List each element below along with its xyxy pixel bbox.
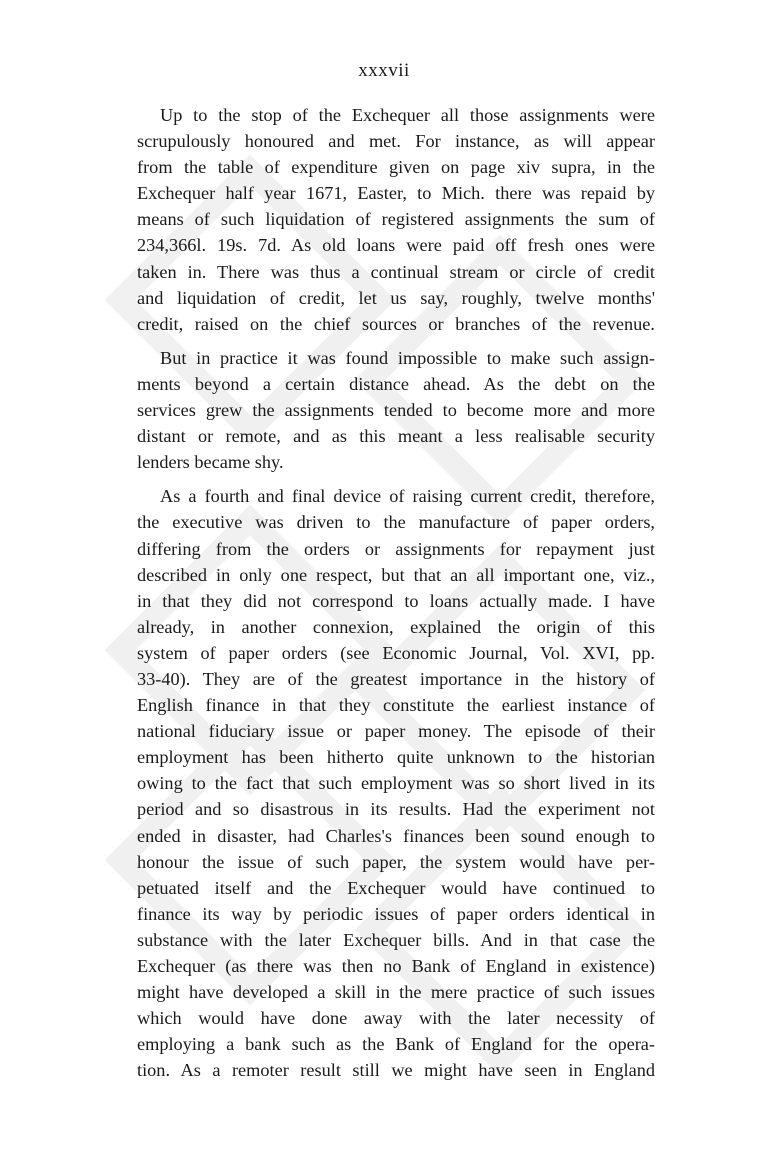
text-line: employment has been hitherto quite unknown to the historian	[137, 747, 655, 768]
text-line: Exchequer (as there was then no Bank of England in existence)	[137, 956, 655, 976]
text-line: described in only one respect, but that an all important one, viz.,	[137, 564, 655, 585]
text-line: lenders became shy.	[137, 452, 284, 473]
text-line: finance its way by periodic issues of paper orders identical in	[137, 903, 655, 924]
text-line: English finance in that they constitute the earliest instance of	[137, 695, 655, 716]
text-line: Exchequer half year 1671, Easter, to Mich. there was repaid by	[137, 183, 655, 204]
text-line: period and so disastrous in its results. Had the experiment not	[137, 799, 655, 820]
text-line: distant or remote, and as this meant a less realisable security	[137, 426, 655, 447]
text-line: petuated itself and the Exchequer would have continued to	[137, 877, 655, 898]
text-line: services grew the assignments tended to become more and more	[137, 400, 655, 421]
text-line: means of such liquidation of registered assignments the sum of	[137, 209, 655, 230]
text-line: substance with the later Exchequer bills. And in that case the	[137, 929, 655, 950]
page-number: xxxvii	[358, 60, 410, 81]
text-line: owing to the fact that such employment was so short lived in its	[137, 773, 655, 794]
text-line: scrupulously honoured and met. For instance, as will appear	[137, 131, 655, 152]
text-line: ended in disaster, had Charles's finances been sound enough to	[137, 825, 655, 846]
text-line: might have developed a skill in the mere practice of such issues	[137, 982, 655, 1003]
text-line: ments beyond a certain distance ahead. As the debt on the	[137, 373, 655, 394]
paragraph-3	[114, 483, 655, 1083]
text-line: which would have done away with the later necessity of	[137, 1008, 655, 1029]
body-text	[114, 102, 655, 1083]
text-line: system of paper orders (see Economic Journal, Vol. XVI, pp.	[137, 642, 655, 663]
text-line: already, in another connexion, explained the origin of this	[137, 616, 655, 637]
text-line: differing from the orders or assignments for repayment just	[137, 538, 655, 559]
text-line: tion. As a remoter result still we might have seen in England	[137, 1060, 655, 1081]
text-line: credit, raised on the chief sources or branches of the revenue.	[137, 313, 655, 334]
text-line: But in practice it was found impossible to make such assign-	[160, 347, 655, 368]
text-line: 33-40). They are of the greatest importance in the history of	[137, 668, 655, 689]
text-line: the executive was driven to the manufacture of paper orders,	[137, 512, 655, 533]
text-line: employing a bank such as the Bank of England for the opera-	[137, 1034, 655, 1055]
text-line: Up to the stop of the Exchequer all those assignments were	[160, 105, 655, 125]
text-line: national fiduciary issue or paper money. The episode of their	[137, 721, 655, 742]
text-line: As a fourth and final device of raising current credit, therefore,	[160, 486, 655, 507]
text-line: in that they did not correspond to loans actually made. I have	[137, 590, 655, 611]
paragraph-2	[114, 345, 655, 475]
text-line: and liquidation of credit, let us say, roughly, twelve months'	[137, 287, 655, 308]
paragraph-1	[114, 102, 655, 337]
text-line: honour the issue of such paper, the system would have per-	[137, 851, 655, 872]
text-line: from the table of expenditure given on page xiv supra, in the	[137, 157, 655, 178]
text-line: taken in. There was thus a continual stream or circle of credit	[137, 261, 655, 282]
text-line: 234,366l. 19s. 7d. As old loans were paid off fresh ones were	[137, 235, 655, 256]
